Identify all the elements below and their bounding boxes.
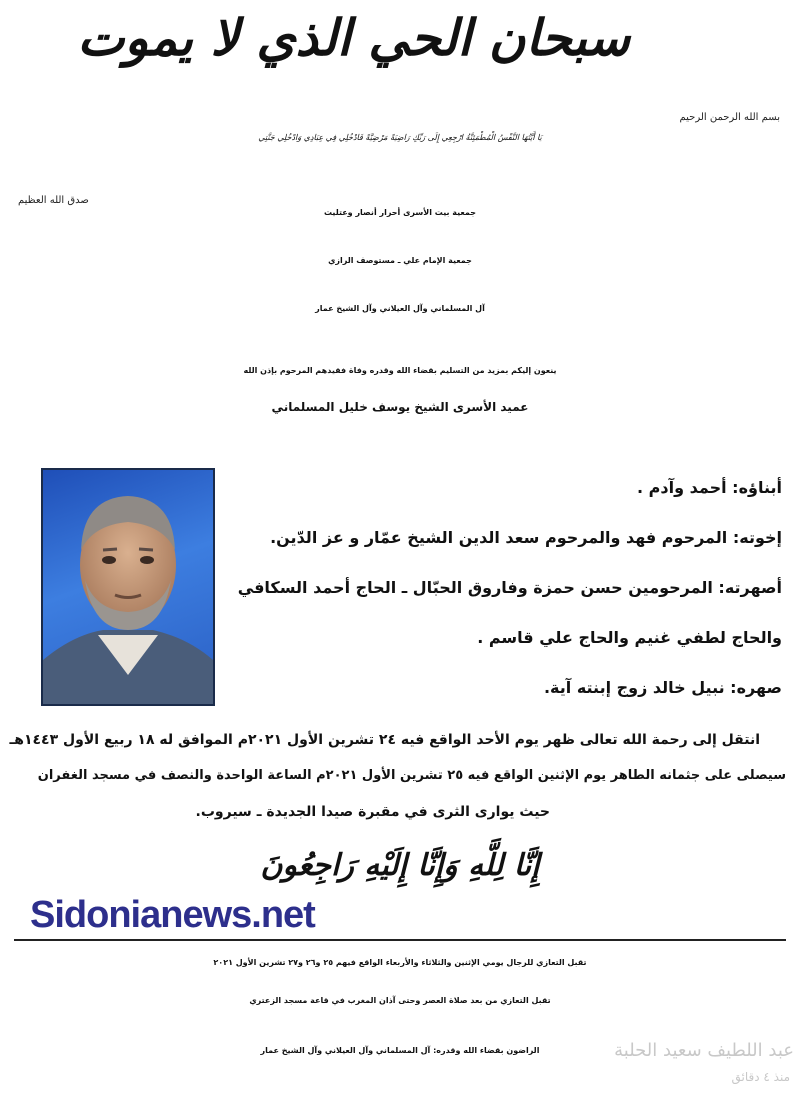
relative-sons: أبناؤه: أحمد وآدم . [637, 478, 782, 497]
basmala: بسم الله الرحمن الرحيم [679, 112, 780, 123]
announcement: ينعون إليكم بمزيد من التسليم بقضاء الله وقدره وفاة فقيدهم المرحوم بإذن الله [243, 366, 557, 375]
condolence-days: تقبل التعازي للرجال يومي الإثنين والثلاثاء والأربعاء الواقع فيهم ٢٥ و٢٦ و٢٧ تشرين الأول ٢٠٢١ [213, 958, 587, 967]
site-watermark: Sidonianews.net [30, 894, 315, 936]
org-line-2: جمعية الإمام علي ـ مستوصف الرازي [328, 256, 472, 265]
condolence-times: تقبل التعازي من بعد صلاة العصر وحتى آذان المغرب في قاعة مسجد الزعتري [249, 996, 551, 1005]
deceased-photo [41, 468, 215, 706]
portrait-image [43, 470, 213, 704]
org-line-1: جمعية بيت الأسرى أحرار أنصار وعتليت [323, 208, 477, 217]
calligraphy-title: سبحان الحي الذي لا يموت [77, 8, 630, 67]
death-date-line: انتقل إلى رحمة الله تعالى ظهر يوم الأحد الواقع فيه ٢٤ تشرين الأول ٢٠٢١م الموافق له ١٨ ربيع الأول ١٤٤٣هـ [9, 732, 760, 748]
footer-families: الراضون بقضاء الله وقدره: آل المسلماني وآل العيلاني وآل الشيخ عمار [260, 1046, 540, 1055]
funeral-line: سيصلى على جثمانه الطاهر يوم الإثنين الواقع فيه ٢٥ تشرين الأول ٢٠٢١م الساعة الواحدة والنصف في مسجد الغفران [37, 768, 786, 783]
relative-in-laws: أصهرته: المرحومين حسن حمزة وفاروق الحبّال ـ الحاج أحمد السكافي [237, 578, 782, 597]
deceased-name: عميد الأسرى الشيخ يوسف خليل المسلماني [271, 400, 529, 414]
overlay-author: عبد اللطيف سعيد الحلبة [614, 1040, 794, 1061]
relative-brothers: إخوته: المرحوم فهد والمرحوم سعد الدين الشيخ عمّار و عز الدّين. [270, 528, 782, 547]
relative-in-laws-cont: والحاج لطفي غنيم والحاج علي قاسم . [477, 628, 782, 647]
quran-verse: يَا أَيَّتُهَا النَّفْسُ الْمُطْمَئِنَّةُ ارْجِعِي إِلَى رَبِّكِ رَاضِيَةً مَرْضِيَّةً فَادْخُلِي فِي عِبَادِي وَادْخُلِي جَنَّتِي [258, 133, 542, 142]
closing-calligraphy: إِنَّا لِلَّهِ وَإِنَّا إِلَيْهِ رَاجِعُونَ [260, 848, 540, 883]
burial-line: حيث يوارى الثرى في مقبرة صيدا الجديدة ـ سيروب. [195, 804, 550, 820]
org-line-3: آل المسلماني وآل العيلاني وآل الشيخ عمار [315, 304, 485, 313]
relative-son-in-law: صهره: نبيل خالد زوج إبنته آية. [543, 678, 782, 697]
divider-line [14, 939, 786, 941]
overlay-time: منذ ٤ دقائق [731, 1070, 790, 1084]
sadaqa-text: صدق الله العظيم [18, 195, 89, 206]
